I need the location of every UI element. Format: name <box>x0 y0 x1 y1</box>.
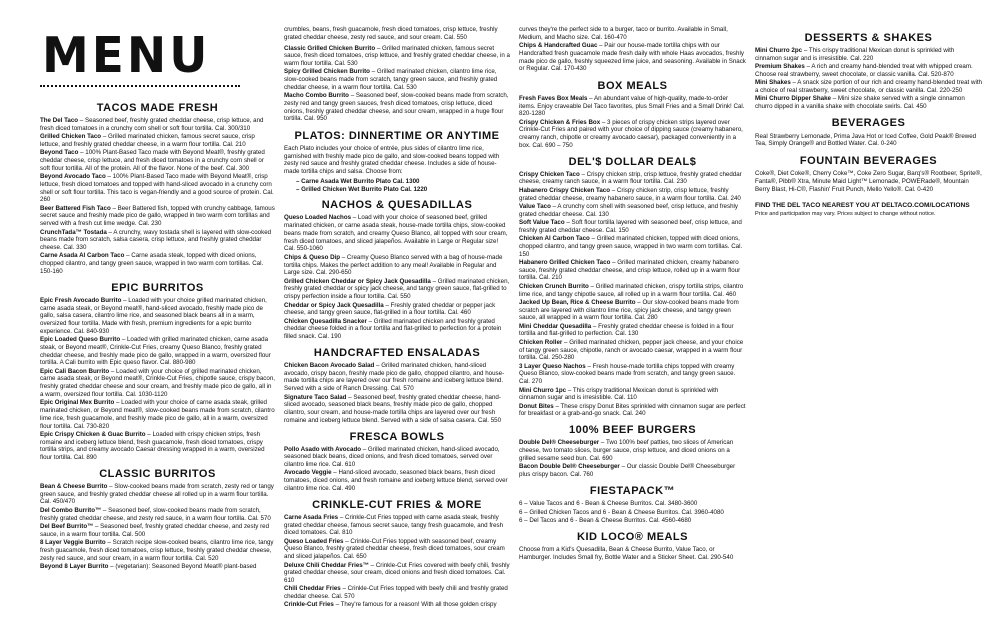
menu-item-desc: – Two 100% beef patties, two slices of American cheese, two tomato slices, burger sauce, crisp lettuce, and diced onions on a grilled sesame seed bun. Cal. 690 <box>519 439 734 462</box>
column-3-sections <box>519 74 746 479</box>
menu-item <box>284 446 510 469</box>
menu-item-desc: – Crinkle-Cut Fries topped with seasoned beef, creamy Queso Blanco, freshly grated cheddar cheese, fresh diced tomatoes, sour cream and sliced jalapeños. Cal. 650 <box>284 537 505 561</box>
price-note: Price and participation may vary. Prices subject to change without notice. <box>755 210 936 217</box>
menu-item-name: Crinkle-Cut Fries <box>284 601 334 609</box>
menu-item-name: Mini Cheddar Quesadilla <box>519 322 592 330</box>
menu-item-desc: – Crinkle-Cut Fries topped with beefy chili and freshly grated cheddar cheese. Cal. 570 <box>284 585 508 601</box>
menu-item-desc: – Crispy chicken strip, crisp lettuce, freshly grated cheddar cheese, creamy ranch sauce, in a warm flour tortilla. Cal. 230 <box>519 170 742 186</box>
section-title-fresca-bowls: FRESCA BOWLS <box>349 430 445 443</box>
menu-item <box>519 387 746 403</box>
section-title-box-meals: BOX MEALS <box>597 79 668 92</box>
menu-item-desc: – Grilled marinated chicken, famous secret sauce, crisp lettuce, and freshly grated cheddar cheese, in a warm flour tortilla. Cal. 210 <box>40 133 255 148</box>
column-1 <box>40 26 275 625</box>
menu-item-desc: – Hand-sliced avocado, seasoned black beans, fresh diced tomatoes, diced onions, and fresh romaine and iceberg lettuce blend, served over cilantro lime rice. Cal. 490 <box>284 469 508 492</box>
menu-item <box>40 336 275 367</box>
column-4 <box>755 26 982 625</box>
menu-item <box>755 47 982 63</box>
menu-item-desc: – Creamy Queso Blanco served with a bag of house-made tortilla chips. Makes the perfect addition to any meal! Available in Regular and Large size. Cal. 290-650 <box>284 253 503 277</box>
menu-item-desc: – Seasoned beef, freshly grated cheddar cheese, crisp lettuce, and fresh diced tomatoes in a crunchy corn shell or soft flour tortilla. Cal. 300/310 <box>40 117 264 132</box>
locations-heading: FIND THE DEL TACO NEAREST YOU AT DELTACO.COM/LOCATIONS <box>755 202 970 210</box>
menu-item <box>40 229 275 252</box>
menu-item <box>284 362 510 393</box>
platos-option: – Carne Asada Wet Burrito Plato Cal. 1300 <box>296 177 420 185</box>
menu-item-name: Soft Value Taco <box>519 219 565 226</box>
menu-item-desc: – Loaded with your choice of carne asada steak, grilled marinated chicken, or Beyond meat®, slow-cooked beans made from scratch, cilantro lime rice, fresh guacamole, and freshly made pico de gallo, all in a warm, oversized flour tortilla. Cal. 730-820 <box>40 399 275 430</box>
menu-item <box>284 302 510 318</box>
fiestapack-line: 6 – Del Tacos and 6 - Bean & Cheese Burritos. Cal. 4560-4680 <box>519 516 692 524</box>
menu-item-desc: – Grilled marinated chicken, creamy habanero sauce, freshly grated cheddar cheese, and crisp lettuce, rolled up in a warm flour tortilla. Cal. 210 <box>519 258 741 282</box>
menu-item-desc: – Scratch recipe slow-cooked beans, cilantro lime rice, tangy fresh guacamole, fresh diced tomatoes, crisp lettuce, freshly grated cheddar cheese, zesty red sauce, and sour cream, in a warm flour tortilla. Cal. 520 <box>40 539 274 562</box>
menu-item <box>40 297 275 336</box>
menu-item-name: Classic Grilled Chicken Burrito <box>284 44 376 52</box>
menu-item-desc: – Seasoned beef, freshly grated cheddar cheese, and zesty red sauce, in a warm flour tortilla. Cal. 500 <box>40 522 270 538</box>
menu-item-name: Bean & Cheese Burrito <box>40 482 108 490</box>
menu-item-desc: – Grilled marinated chicken, topped with diced onions, chopped cilantro, and tangy green sauce, wrapped in two warm corn tortillas. Cal. 150 <box>519 235 743 258</box>
menu-item-desc: – Freshly grated cheddar or pepper jack cheese, and tangy green sauce, flat-grilled in a flour tortilla. Cal. 460 <box>284 301 496 317</box>
menu-item-desc: – Loaded with crispy chicken strips, fresh romaine and iceberg lettuce blend, fresh guacamole, fresh diced tomatoes, crispy tortilla strips, and creamy avocado Caesar dressing wrapped in a warm, oversized flour tortilla. Cal. 890 <box>40 430 265 462</box>
menu-item-name: Fresh Faves Box Meals <box>519 94 588 102</box>
menu-item-desc: – Grilled marinated chicken, freshly grated cheddar or spicy jack cheese, and tangy green sauce, flat-grilled to crispy perfection inside a flour tortilla. Cal. 550 <box>284 277 510 301</box>
menu-item-desc: – Grilled marinated chicken and freshly grated cheddar cheese folded in a flour tortilla and flat-grilled to perfection for a protein filled snack. Cal. 190 <box>284 317 502 341</box>
column-2-sections <box>284 193 510 609</box>
menu-item-name: Chicken Roller <box>519 338 563 346</box>
menu-item <box>755 79 982 95</box>
menu-item <box>40 507 275 523</box>
menu-item <box>40 483 275 506</box>
menu-item-desc: – This crispy traditional Mexican donut is sprinkled with cinnamon sugar and is irresistible. Cal. 110 <box>519 386 719 402</box>
menu-item <box>284 562 510 585</box>
menu-item-desc: – Crinkle-Cut Fries covered with beefy chili, freshly grated cheddar cheese, sour cream, diced onions and fresh diced tomatoes. Cal. 610 <box>284 561 510 584</box>
section-title-beverages: BEVERAGES <box>831 117 906 130</box>
menu-item <box>519 363 746 386</box>
menu-item-name: Chicken Al Carbon Taco <box>519 235 590 243</box>
menu-item <box>284 278 510 301</box>
menu-item <box>284 469 510 492</box>
menu-item <box>519 339 746 362</box>
menu-item-desc: – Slow-cooked beans made from scratch, zesty red or tangy green sauce, and freshly grated cheddar cheese all rolled up in a warm flour tortilla. Cal. 450/470 <box>40 482 274 506</box>
menu-item-desc: – They're famous for a reason! With all those golden crispy <box>333 601 497 609</box>
menu-item-name: Macho Combo Burrito <box>284 92 349 100</box>
menu-item-desc: – (vegetarian): Seasoned Beyond Meat® plant-based <box>108 562 257 570</box>
menu-item-name: Donut Bites <box>519 402 554 410</box>
menu-item <box>519 299 746 322</box>
menu-item <box>519 235 746 258</box>
menu-item <box>519 219 746 235</box>
section-title-crinkle-cut-fries-more: CRINKLE-CUT FRIES & MORE <box>312 498 482 511</box>
menu-item-name: Carne Asada Fries <box>284 513 339 521</box>
menu-item-name: Spicy Grilled Chicken Burrito <box>284 68 370 76</box>
menu-item <box>40 539 275 562</box>
menu-item-name: Beyond 8 Layer Burrito <box>40 562 109 570</box>
title-divider <box>40 85 240 88</box>
menu-item-name: Bacon Double Del® Cheeseburger <box>519 463 620 471</box>
menu-item <box>284 585 510 601</box>
menu-item-desc: – A rich and creamy hand-blended treat with whipped cream. Choose real strawberry, sweet chocolate, or classic vanilla. Cal. 520-870 <box>755 63 973 78</box>
menu-item <box>40 133 275 149</box>
menu-item-name: Habanero Crispy Chicken Taco <box>519 186 611 194</box>
menu-item-name: Queso Loaded Nachos <box>284 214 352 222</box>
menu-item-desc: – Loaded with grilled marinated chicken, carne asada steak, or Beyond meat®, Crinkle-Cut Fries, creamy Queso Blanco, freshly grated cheddar cheese, and freshly made pico de gallo, wrapped in a warm, oversized flour tortilla. A Cali burrito with Epic queso flavor. Cal. 880-980 <box>40 336 271 367</box>
menu-item-desc: – Fresh house-made tortilla chips topped with creamy Queso Blanco, slow-cooked beans made from scratch, and tangy green sauce. Cal. 270 <box>519 362 736 386</box>
menu-item-name: Cheddar or Spicy Jack Quesadilla <box>284 301 384 309</box>
menu-item <box>40 523 275 539</box>
menu-item <box>284 68 510 91</box>
column-2 <box>284 26 510 625</box>
menu-item-name: Mini Churro Dipper Shake <box>755 95 831 103</box>
menu-item-name: Chicken Crunch Burrito <box>519 282 589 290</box>
menu-item-desc: – Seasoned beef, slow-cooked beans made from scratch, zesty red and tangy green sauces, fresh diced tomatoes, crisp lettuce, diced onions, freshly grated cheddar cheese, and sour cream, wrapped in a huge flour tortilla. Cal. 950 <box>284 92 509 123</box>
menu-item-desc: – 100% Plant-Based Taco made with Beyond Meat®, freshly grated cheddar cheese, crisp lettuce, and fresh diced tomatoes in a crunchy corn shell or soft flour tortilla. All of the protein. All of the flavor. None of the beef. Cal. 300 <box>40 149 265 172</box>
menu-item <box>40 173 275 204</box>
menu-item-desc: – Grilled marinated chicken, pepper jack cheese, and your choice of tangy green sauce, chipotle, ranch or avocado caesar, wrapped in a warm flour tortilla. Cal. 250-280 <box>519 338 744 362</box>
continued-text: curves they're the perfect side to a burger, taco or burrito. Available in Small, Medium, and Macho size. Cal. 160-470 <box>519 26 728 41</box>
fiestapack-line: 6 – Value Tacos and 6 - Bean & Cheese Burritos. Cal. 3480-3600 <box>519 500 698 508</box>
menu-item-name: Deluxe Chili Cheddar Fries™ <box>284 561 369 569</box>
menu-item-desc: – Load with your choice of seasoned beef, grilled marinated chicken, or carne asada steak, house-made tortilla chips, slow-cooked beans made from scratch, and creamy Queso Blanco, all topped with sour cream, fresh diced tomatoes, and sliced jalapeños. Available in Large or Regular size! Cal. 550-1060 <box>284 214 508 253</box>
menu-item-desc: – This crispy traditional Mexican donut is sprinkled with cinnamon sugar and is irresistible. Cal. 220 <box>755 47 955 62</box>
menu-item-desc: – A crunchy, wavy tostada shell is layered with slow-cooked beans made from scratch, salsa casera, crisp lettuce, and freshly grated cheddar cheese. Cal. 330 <box>40 228 272 252</box>
menu-item-name: Mini Shakes <box>755 79 791 87</box>
section-title-handcrafted-ensaladas: HANDCRAFTED ENSALADAS <box>313 346 481 359</box>
section-title-100-beef-burgers: 100% BEEF BURGERS <box>568 424 697 437</box>
section-title-fountain: FOUNTAIN BEVERAGES <box>799 155 938 168</box>
menu-item-desc: – Mini size shake served with a single cinnamon churro dipped in a vanilla shake with chocolate swirls. Cal. 450 <box>755 95 965 111</box>
menu-item-desc: – A crunchy corn shell with seasoned beef, crisp lettuce, and freshly grated cheddar cheese. Cal. 130 <box>519 202 738 218</box>
fiestapack-line: 6 – Grilled Chicken Tacos and 6 - Bean & Cheese Burritos. Cal. 3960-4080 <box>519 508 724 516</box>
menu-item-name: Habanero Grilled Chicken Taco <box>519 258 611 266</box>
menu-item-desc: – Crinkle-Cut Fries topped with carne asada steak, freshly grated cheddar cheese, famous secret sauce, tangy fresh guacamole, and fresh diced tomatoes. Cal. 810 <box>284 513 504 537</box>
menu-item-name: Epic Fresh Avocado Burrito <box>40 296 122 304</box>
menu-item-desc: – Pair our house-made tortilla chips with our Handcrafted fresh guacamole made fresh daily with whole Haas avocados, freshly made pico de gallo, freshly squeezed lime juice, and seasoning. Available in Snack or Regular. Cal. 170-430 <box>519 42 746 73</box>
menu-item-desc: – Grilled marinated chicken, hand-sliced avocado, crispy bacon, freshly made pico de gallo, chopped cilantro, and house-made tortilla chips are layered over our fresh romaine and iceberg lettuce blend. Served with a side of Ranch Dressing. Cal. 570 <box>284 361 505 393</box>
menu-item-desc: – Grilled marinated chicken, hand-sliced avocado, seasoned black beans, diced onions, and fresh diced tomatoes, served over cilantro lime rice. Cal. 610 <box>284 445 500 469</box>
menu-item-desc: – Grilled marinated chicken, famous secret sauce, fresh diced tomatoes, crisp lettuce, and freshly grated cheddar cheese, in a warm flour tortilla. Cal. 530 <box>284 44 510 67</box>
menu-item-name: Epic Original Mex Burrito <box>40 399 115 407</box>
menu-item-desc: – These crispy Donut Bites sprinkled with cinnamon sugar are perfect for breakfast or a grab-and-go snack. Cal. 240 <box>519 402 746 418</box>
menu-item-name: CrunchTada™ Tostada <box>40 228 107 236</box>
platos-intro: Each Plato includes your choice of entrée, plus sides of cilantro lime rice, garnished with freshly made pico de gallo, and slow-cooked beans topped with zesty red sauce and freshly grated cheddar cheese. Includes a side of house-made tortilla chips and salsa. Choose from: <box>284 144 500 176</box>
menu-item-desc: – 100% Plant-Based Taco made with Beyond Meat®, crisp lettuce, fresh diced tomatoes and topped with hand-sliced avocado in a crunchy corn shell or soft flour tortilla. This taco is vegan-friendly and a good source of protein. Cal. 260 <box>40 173 274 204</box>
menu-item <box>519 403 746 419</box>
menu-item-name: Crispy Chicken Taco <box>519 170 580 178</box>
menu-item-desc: – Seasoned beef, slow-cooked beans made from scratch, freshly grated cheddar cheese, and zesty red sauce, in a warm flour tortilla. Cal. 570 <box>40 506 271 522</box>
menu-item-desc: – Loaded with your choice of grilled marinated chicken, carne asada steak, or Beyond meat®, Crinkle-Cut Fries, chipotle sauce, crispy bacon, freshly grated cheddar cheese and sour cream, and freshly made pico de gallo, all in a warm, oversized flour tortilla. Cal. 1030-1120 <box>40 367 275 398</box>
section-title-desserts-shakes: DESSERTS & SHAKES <box>804 32 933 44</box>
menu-item <box>284 601 510 609</box>
column-3-lead-items <box>519 42 746 74</box>
menu-item-name: Jacked Up Bean, Rice & Cheese Burrito <box>519 298 636 306</box>
menu-item-name: Chicken Bacon Avocado Salad <box>284 361 375 369</box>
menu-item-name: Mini Churro 1pc <box>519 386 567 394</box>
menu-item-name: Chips & Queso Dip <box>284 253 341 261</box>
menu-item-name: Chili Cheddar Fries <box>284 585 341 593</box>
menu-item <box>519 42 746 73</box>
menu-item <box>284 45 510 68</box>
menu-item <box>284 514 510 537</box>
menu-item <box>40 205 275 228</box>
menu-item-name: Beyond Avocado Taco <box>40 173 106 181</box>
menu-item <box>40 431 275 462</box>
beverages-text: Real Strawberry Lemonade, Prima Java Hot or Iced Coffee, Gold Peak® Brewed Tea, Simply Orange® and Bottled Water. Cal. 0-240 <box>755 132 977 148</box>
menu-item <box>284 394 510 425</box>
menu-item-name: Epic Loaded Queso Burrito <box>40 336 121 344</box>
menu-item-desc: – Grilled marinated chicken, cilantro lime rice, slow-cooked beans made from scratch, tangy green sauce, and freshly grated cheddar cheese, in a warm flour tortilla. Cal. 530 <box>284 68 498 91</box>
section-title-platos: PLATOS: DINNERTIME OR ANYTIME <box>294 129 500 142</box>
platos-option: – Grilled Chicken Wet Burrito Plato Cal. 1220 <box>296 185 428 193</box>
menu-item <box>40 117 275 133</box>
menu-item <box>519 95 746 118</box>
menu-title: MENU <box>42 26 211 85</box>
menu-item <box>284 92 510 123</box>
menu-item-name: Del Combo Burrito™ <box>40 506 102 514</box>
menu-item <box>755 95 982 111</box>
menu-item <box>519 203 746 219</box>
menu-item <box>40 149 275 172</box>
menu-item-name: Chips & Handcrafted Guac <box>519 42 598 50</box>
menu-item-name: Grilled Chicken Cheddar or Spicy Jack Quesadilla <box>284 277 431 285</box>
menu-item <box>40 252 275 275</box>
section-title-epic-burritos: EPIC BURRITOS <box>111 281 204 294</box>
menu-item-name: Epic Crispy Chicken & Guac Burrito <box>40 430 146 438</box>
menu-item-name: Avocado Veggie <box>284 469 332 477</box>
menu-item <box>284 214 510 253</box>
section-title-fiestapack: FIESTAPACK™ <box>589 485 676 498</box>
menu-item-name: 8 Layer Veggie Burrito <box>40 539 106 546</box>
menu-item-desc: – A snack size portion of our rich and creamy hand-blended treat with a choice of real strawberry, sweet chocolate, or classic vanilla. Cal. 220-250 <box>755 79 982 95</box>
menu-item <box>284 318 510 341</box>
menu-item-name: Carne Asada Al Carbon Taco <box>40 252 125 260</box>
menu-item <box>519 259 746 282</box>
section-title-del-dollar-deal: DEL'$ DOLLAR DEAL$ <box>568 155 697 168</box>
menu-item-desc: – Crispy chicken strip, crisp lettuce, freshly grated cheddar cheese, creamy habanero sauce, in a warm flour tortilla. Cal. 240 <box>519 186 741 202</box>
menu-item <box>519 323 746 339</box>
menu-item-desc: – Our classic Double Del® Cheeseburger plus crispy bacon. Cal. 760 <box>519 463 736 478</box>
menu-item-desc: – 3 pieces of crispy chicken strips layered over Crinkle-Cut Fries and paired with your choice of dipping sauce (creamy habanero, creamy ranch, chipotle or creamy avocado caesar), packaged conveniently in a box. Cal. 690 – 750 <box>519 118 743 149</box>
menu-item-name: Queso Loaded Fries <box>284 537 344 545</box>
section-title-nachos-quesadillas: NACHOS & QUESADILLAS <box>321 199 473 212</box>
menu-item-desc: – Seasoned beef, freshly grated cheddar cheese, hand-sliced avocado, seasoned black beans, freshly made pico de gallo, chopped cilantro, sour cream, and house-made tortilla chips are layered over our fresh romaine and iceberg lettuce blend. Served with a side of salsa casera. Cal. 550 <box>284 393 502 424</box>
column-3 <box>519 26 746 625</box>
menu-item-name: Grilled Chicken Taco <box>40 133 102 141</box>
menu-item-desc: – Carne asada steak, topped with diced onions, chopped cilantro, and tangy green sauce, wrapped in two warm corn tortillas. Cal. 150-160 <box>40 252 264 275</box>
menu-item <box>40 399 275 430</box>
menu-item-name: Mini Churro 2pc <box>755 47 803 55</box>
menu-item <box>519 439 746 462</box>
column-2-lead-items <box>284 45 510 124</box>
menu-item-desc: – Our slow-cooked beans made from scratch are layered with cilantro lime rice, spicy jack cheese, and tangy green sauce, all wrapped in a warm flour tortilla. Cal. 280 <box>519 298 739 322</box>
menu-item <box>519 171 746 187</box>
menu-item <box>40 563 275 571</box>
menu-item-name: Crispy Chicken & Fries Box <box>519 118 601 126</box>
menu-item-name: Pollo Asado with Avocado <box>284 445 362 453</box>
menu-item-name: Epic Cali Bacon Burrito <box>40 367 110 375</box>
menu-item <box>519 119 746 150</box>
column-1-sections <box>40 96 275 571</box>
menu-item-name: Signature Taco Salad <box>284 393 347 401</box>
fountain-text: Coke®, Diet Coke®, Cherry Coke™, Coke Zero Sugar, Barq's® Rootbeer, Sprite®, Fanta®, Pibb® Xtra, Minute Maid Light™ Lemonade, POWERade®, Mountain Berry Blast, Hi-C®, Flashin' Fruit Punch, Mello Yello®. Cal. 0-420 <box>755 170 982 193</box>
section-title-tacos-made-fresh: TACOS MADE FRESH <box>96 102 219 114</box>
section-title-classic-burritos: CLASSIC BURRITOS <box>99 467 216 480</box>
kid-loco-text: Choose from a Kid's Quesadilla, Bean & Cheese Burrito, Value Taco, or Hamburger. Includes Small fry, Bottle Water and a Sticker Sheet. Cal. 290-540 <box>519 546 734 562</box>
menu-item-name: Value Taco <box>519 202 551 210</box>
menu-item <box>519 283 746 299</box>
menu-item-name: Beyond Taco <box>40 149 79 157</box>
menu-item-name: Double Del® Cheeseburger <box>519 439 600 447</box>
menu-item-name: 3 Layer Queso Nachos <box>519 362 586 370</box>
menu-item <box>755 63 982 79</box>
menu-item-desc: – Soft flour tortilla layered with seasoned beef, crisp lettuce, and freshly grated cheddar cheese. Cal. 150 <box>519 219 742 234</box>
menu-item <box>519 187 746 203</box>
column-4-sections <box>755 26 982 111</box>
menu-item-name: Premium Shakes <box>755 63 805 71</box>
continued-text: crumbles, beans, fresh guacamole, fresh diced tomatoes, crisp lettuce, freshly grated cheddar cheese, zesty red sauce, and sour cream. Cal. 550 <box>284 26 498 41</box>
menu-item-desc: – An abundant value of high-quality, made-to-order items. Enjoy craveable Del Taco favorites, plus Small Fries and a Small Drink! Cal. 820-1280 <box>519 94 745 118</box>
menu-item-name: Del Beef Burrito™ <box>40 522 94 530</box>
section-title-kid-loco: KID LOCO® MEALS <box>577 531 688 544</box>
menu-item-desc: – Grilled marinated chicken, crispy tortilla strips, cilantro lime rice, and tangy chipotle sauce, all rolled up in a warm flour tortilla. Cal. 460 <box>519 282 744 298</box>
menu-item-desc: – Loaded with your choice grilled marinated chicken, carne asada steak, or Beyond meat®, hand-sliced avocado, freshly made pico de gallo, salsa casera, cilantro lime rice, and seasoned black beans all in a warm, oversized flour tortilla. Made with fresh, premium ingredients for a epic burrito experience. Cal. 840-930 <box>40 296 267 335</box>
menu-item <box>519 463 746 479</box>
menu-item <box>284 538 510 561</box>
menu-item-desc: – Beer Battered fish, topped with crunchy cabbage, famous secret sauce and freshly made pico de gallo, wrapped in two warm corn tortillas and served with a fresh cut lime wedge. Cal. 230 <box>40 204 275 228</box>
menu-item-name: Beer Battered Fish Taco <box>40 204 111 212</box>
menu-item <box>284 254 510 277</box>
menu-item-name: The Del Taco <box>40 117 79 125</box>
menu-item <box>40 368 275 399</box>
menu-item-desc: – Freshly grated cheddar cheese is folded in a flour tortilla and flat-grilled to perfection. Cal. 130 <box>519 322 734 338</box>
menu-item-name: Chicken Quesadilla Snacker <box>284 317 367 325</box>
